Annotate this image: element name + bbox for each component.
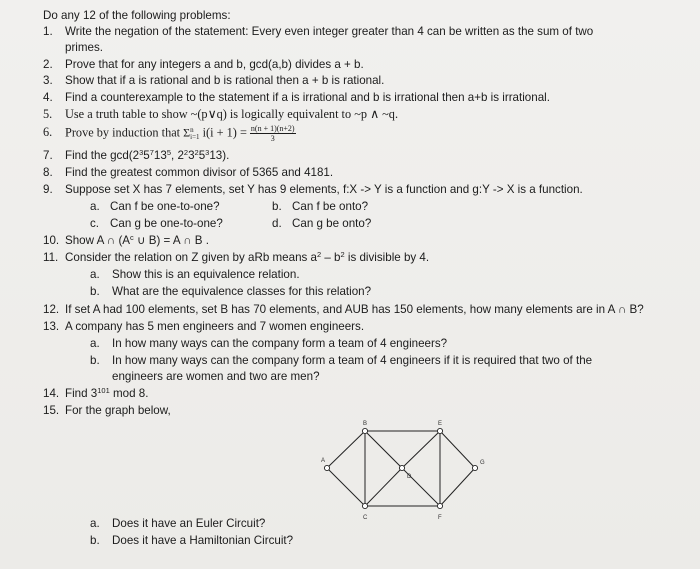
problem-number: 8. xyxy=(43,166,53,179)
vertex-A xyxy=(324,465,329,470)
sub-label: a. xyxy=(90,268,100,281)
vertex-label-A: A xyxy=(321,458,326,464)
problem-text: 3 xyxy=(188,149,195,162)
vertex-label-D: D xyxy=(407,474,412,480)
problem-text: 5 xyxy=(198,149,206,162)
exponent: 7 xyxy=(149,148,154,157)
summation-sign: Σ xyxy=(183,125,191,140)
problem-text: Suppose set X has 7 elements, set Y has 9 elements, f:X -> Y is a function and g:Y -> X is a function. xyxy=(65,183,583,196)
sub-label: a. xyxy=(90,337,100,350)
exponent: 2 xyxy=(194,148,199,157)
problem-13b-continuation: engineers are women and two are men? xyxy=(112,370,320,383)
problem-text: For the graph below, xyxy=(65,404,171,417)
complement-mark: c xyxy=(130,233,134,242)
problem-number: 2. xyxy=(43,58,53,71)
problem-9 xyxy=(43,182,583,198)
sub-label: b. xyxy=(272,200,282,213)
exponent: 2 xyxy=(316,250,322,259)
problem-text: Find the gcd(2 xyxy=(65,149,140,162)
exponent: 3 xyxy=(205,148,210,157)
edge-CD xyxy=(365,468,402,506)
vertex-F xyxy=(437,503,442,508)
problem-text: Prove that for any integers a and b, gcd(a,b) divides a + b. xyxy=(65,58,364,71)
problem-number: 5. xyxy=(43,107,53,121)
edge-FG xyxy=(440,468,475,506)
problem-2 xyxy=(43,57,364,73)
problem-number: 10. xyxy=(43,234,60,247)
graph-figure xyxy=(310,418,500,523)
problem-1 xyxy=(43,24,593,40)
summation-upper: n xyxy=(190,125,194,134)
problem-9b xyxy=(272,199,368,215)
problem-text: is divisible by 4. xyxy=(344,251,430,264)
summation-lower: i=1 xyxy=(190,132,200,141)
sub-label: d. xyxy=(272,217,282,230)
problem-text: Find 3 xyxy=(65,387,98,400)
sub-text: Show this is an equivalence relation. xyxy=(112,268,300,281)
problem-text: – b xyxy=(321,251,341,264)
sub-text: Can g be onto? xyxy=(292,217,372,230)
problem-9d xyxy=(272,216,371,232)
problem-number: 7. xyxy=(43,149,53,162)
instructions-heading: Do any 12 of the following problems: xyxy=(43,9,231,22)
problem-number: 4. xyxy=(43,91,53,104)
problem-6 xyxy=(43,124,296,143)
problem-number: 12. xyxy=(43,303,60,316)
sub-text: What are the equivalence classes for this relation? xyxy=(112,285,372,298)
sub-label: b. xyxy=(90,354,100,367)
problem-5 xyxy=(43,106,398,122)
vertex-label-F: F xyxy=(438,515,442,521)
exponent: 101 xyxy=(97,386,110,395)
fraction-numerator: n(n + 1)(n+2) xyxy=(250,124,295,133)
problem-text: Consider the relation on Z given by aRb means a xyxy=(65,251,317,264)
sub-text: Can g be one-to-one? xyxy=(110,217,223,230)
problem-text: Prove by induction that xyxy=(65,125,184,140)
problem-8 xyxy=(43,165,333,181)
problem-text: Use a truth table to show ~(p∨q) is logically equivalent to ~p ∧ ~q. xyxy=(65,107,399,121)
exponent: 5 xyxy=(166,148,171,157)
problem-15a xyxy=(90,516,265,532)
problem-number: 11. xyxy=(43,251,59,264)
vertex-label-E: E xyxy=(438,421,443,427)
sub-text: In how many ways can the company form a team of 4 engineers if it is required that two of the xyxy=(112,354,593,367)
problem-10 xyxy=(43,233,209,249)
sub-label: a. xyxy=(90,517,100,530)
problem-text: , 2 xyxy=(171,149,184,162)
problem-text: Find a counterexample to the statement if a is irrational and b is irrational then a+b is irrational. xyxy=(65,91,550,104)
sub-label: a. xyxy=(90,200,100,213)
sub-label: c. xyxy=(90,217,100,230)
problem-number: 14. xyxy=(43,387,60,400)
edge-AB xyxy=(327,431,365,468)
edge-AC xyxy=(327,468,365,506)
exponent: 2 xyxy=(183,148,189,157)
problem-1-continuation: primes. xyxy=(65,41,104,54)
sub-text: Can f be onto? xyxy=(292,200,369,213)
problem-text: ∪ B) = A ∩ B . xyxy=(133,234,209,247)
exponent: 2 xyxy=(340,250,345,259)
edge-BD xyxy=(365,431,402,468)
problem-number: 6. xyxy=(43,125,53,140)
vertex-E xyxy=(437,428,442,433)
problem-15 xyxy=(43,403,171,419)
problem-text: 13 xyxy=(153,149,167,162)
problem-text: mod 8. xyxy=(109,387,149,400)
problem-text: Show A ∩ (A xyxy=(65,234,131,247)
problem-12 xyxy=(43,302,644,318)
sub-label: b. xyxy=(90,285,100,298)
problem-9a xyxy=(90,199,220,215)
vertex-label-C: C xyxy=(363,515,368,521)
problem-text: 13). xyxy=(209,149,230,162)
problem-9c xyxy=(90,216,223,232)
problem-text: Find the greatest common divisor of 5365 and 4181. xyxy=(65,166,334,179)
problem-text: Show that if a is rational and b is rational then a + b is rational. xyxy=(65,74,385,87)
fraction-denominator: 3 xyxy=(270,134,275,143)
vertex-label-B: B xyxy=(363,421,368,427)
problem-13b xyxy=(90,353,592,369)
vertex-B xyxy=(362,428,367,433)
sub-text: In how many ways can the company form a team of 4 engineers? xyxy=(112,337,448,350)
vertex-C xyxy=(362,503,367,508)
problem-text: Write the negation of the statement: Every even integer greater than 4 can be written as the sum of two xyxy=(65,25,594,38)
problem-11a xyxy=(90,267,300,283)
sub-label: b. xyxy=(90,534,100,547)
vertex-label-G: G xyxy=(480,460,485,466)
problem-text: If set A had 100 elements, set B has 70 elements, and AUB has 150 elements, how many elements are in A ∩ B? xyxy=(65,303,644,316)
fraction xyxy=(250,124,296,143)
problem-number: 3. xyxy=(43,74,53,87)
problem-15b xyxy=(90,533,293,549)
problem-14 xyxy=(43,386,148,402)
exponent: 3 xyxy=(139,148,144,157)
summand-text: i(i + 1) = xyxy=(199,125,247,140)
problem-4 xyxy=(43,90,550,106)
problem-number: 13. xyxy=(43,320,60,333)
problem-text: A company has 5 men engineers and 7 women engineers. xyxy=(65,320,365,333)
sub-text: Can f be one-to-one? xyxy=(110,200,220,213)
problem-13 xyxy=(43,319,364,335)
graph-vertices xyxy=(324,428,477,508)
problem-number: 1. xyxy=(43,25,53,38)
problem-3 xyxy=(43,73,384,89)
problem-7 xyxy=(43,148,229,164)
problem-11 xyxy=(43,250,429,266)
summation-limits xyxy=(190,127,199,141)
sub-text: Does it have an Euler Circuit? xyxy=(112,517,266,530)
edge-EG xyxy=(440,431,475,468)
problem-13a xyxy=(90,336,447,352)
problem-text: 5 xyxy=(143,149,150,162)
vertex-D xyxy=(399,465,404,470)
problem-number: 15. xyxy=(43,404,60,417)
edge-DE xyxy=(402,431,440,468)
problem-11b xyxy=(90,284,371,300)
vertex-G xyxy=(472,465,477,470)
problem-number: 9. xyxy=(43,183,53,196)
sub-text: Does it have a Hamiltonian Circuit? xyxy=(112,534,294,547)
